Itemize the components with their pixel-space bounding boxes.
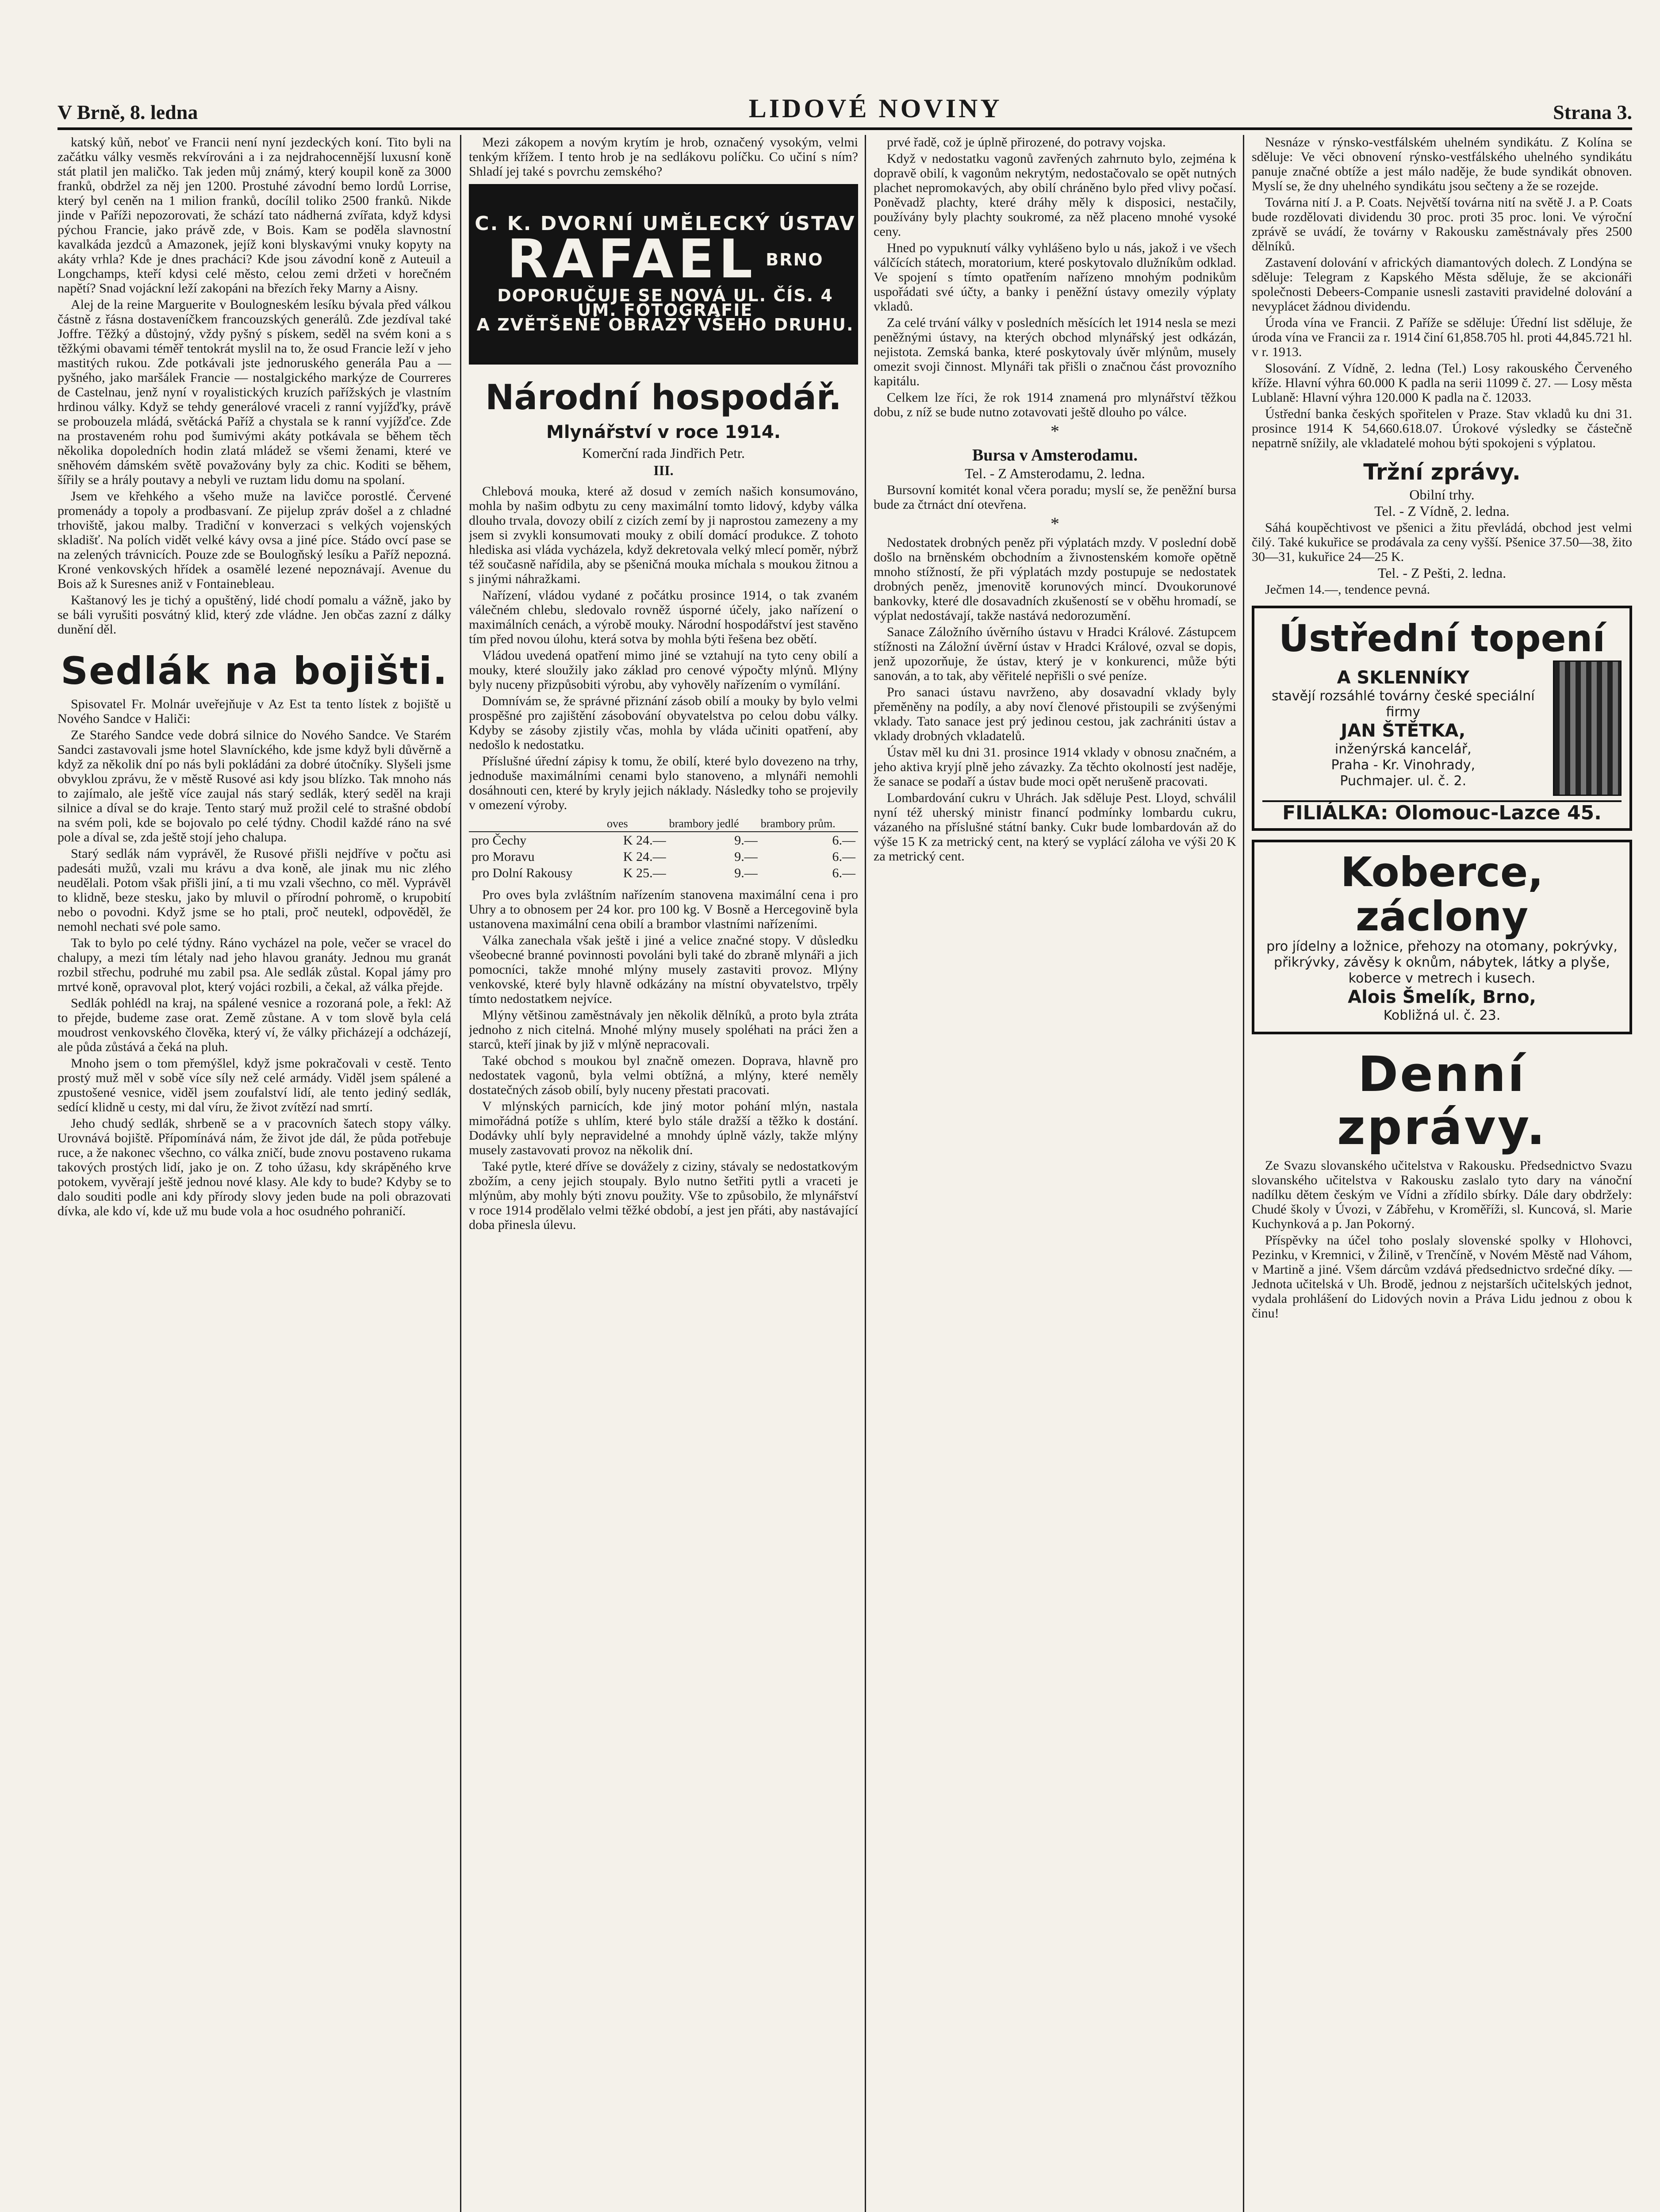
- article-subheading: Mlynářství v roce 1914.: [546, 422, 781, 442]
- ad-rafael-name: RAFAEL: [507, 229, 757, 290]
- ad-koberce-title1: Koberce,: [1340, 849, 1544, 896]
- newspaper-title: LIDOVÉ NOVINY: [748, 94, 1002, 123]
- headline-narodni-hospodar: Národní hospodář.: [485, 378, 842, 418]
- article-paragraph: Sedlák pohlédl na kraj, na spálené vesnice a rozoraná pole, a řekl: Až to přejde, budeme zase orat. Země zůstane. A v tom slově byla celá moudrost venkovského člověka, který ví, že války přicházejí a odcházejí, ale půda zůstává a čeká na pluh.: [58, 996, 451, 1054]
- column-3: [874, 135, 1236, 2212]
- table-cell: K 24.—: [623, 833, 666, 848]
- table-cell: pro Moravu: [472, 849, 535, 864]
- column-4: [1252, 135, 1632, 2212]
- table-header: [469, 816, 606, 832]
- article-paragraph: Jsem ve křehkého a všeho muže na lavičce porostlé. Červené promenády a topoly a prodbasvaní. Ze pijelup zpráv došel a z chladné trhoviště, jakou malby. Tradiční v konverzaci s velkých vojenských skladišť. Na polích vidět velké kávy ovsa a jiné píce. Stádo ovcí pase se na zelených trávnicích. Pouze zde se Boulogňský lesíku a Paříž nepozná. Kroné venkovských hřídek a osamělé lezené nepoznávají. Avenue du Bois až k Suresnes aniž v Fontainebleau.: [58, 489, 451, 591]
- table-cell: K 25.—: [623, 866, 666, 880]
- article-paragraph: Také obchod s moukou byl značně omezen. Doprava, hlavně pro nedostatek vagonů, byla velmi obtížná, a mlýny, které neměly dostatečných zásob obilí, byly nuceny přestati pracovati.: [469, 1053, 858, 1097]
- article-paragraph: Mnoho jsem o tom přemýšlel, když jsme pokračovali v cestě. Tento prostý muž měl v sobě více síly než celé armády. Viděl jsem spálené a zpustošené vesnice, viděl jsem zoufalství lidí, ale tento jediný sedlák, sedící klidně u cesty, mi dal víru, že život zvítězí nad smrtí.: [58, 1056, 451, 1114]
- ad-topeni-addr2: Praha - Kr. Vinohrady,: [1331, 757, 1476, 773]
- ad-topeni-title: Ústřední topení: [1278, 617, 1606, 660]
- ad-rafael-top: C. K. DVORNÍ UMĚLECKÝ ÚSTAV: [475, 212, 856, 235]
- article-paragraph: Sáhá koupěchtivost ve pšenici a žitu převládá, obchod jest velmi čilý. Také kukuřice se prodávala za ceny vyšší. Pšenice 37.50—38, žito 30—31, kukuřice 24—25 K.: [1252, 520, 1632, 564]
- article-paragraph: Válka zanechala však ještě i jiné a velice značné stopy. V důsledku všeobecné branné povinnosti povoláni byli také do zbraně mlynáři a jich pomocníci, takže mnohé mlýny musely zastaviti provoz. Mlýny venkovské, které byly hlavně odkázány na místní obyvatelstvo, trpěly tímto nedostatkem nejvíce.: [469, 933, 858, 1006]
- ad-koberce-desc: pro jídelny a ložnice, přehozy na otomany, pokrývky, přikrývky, závěsy k oknům, nábytek, látky a plyše, koberce v metrech i kusech.: [1266, 939, 1618, 986]
- column-divider: [1243, 135, 1244, 2212]
- article-paragraph: Nařízení, vládou vydané z počátku prosince 1914, o tak zvaném válečném chlebu, sledovalo rovněž úsporné účely, jako nařízení o maximálních cenách, a výrobě mouky. Národní hospodářství jest stavěno tím před novou úlohu, která sotva by mohla býti řešena bez obětí.: [469, 588, 858, 646]
- article-paragraph: Mezi zákopem a novým krytím je hrob, označený vysokým, velmi tenkým křížem. I tento hrob je na sedlákovu políčku. Co učiní s ním? Shladí jej také s povrchu zemského?: [469, 135, 858, 179]
- table-cell: 9.—: [734, 833, 758, 848]
- ad-topeni-branch: FILIÁLKA: Olomouc-Lazce 45.: [1262, 800, 1622, 820]
- headline-trzni-zpravy: Tržní zprávy.: [1363, 459, 1521, 485]
- article-paragraph: Kaštanový les je tichý a opuštěný, lidé chodí pomalu a vážně, jako by se báli vyrušiti posvátný klid, který zde vládne. Jen občas zazní z dálky dunění děl.: [58, 593, 451, 637]
- article-paragraph: Sanace Záložního úvěrního ústavu v Hradci Králové. Zástupcem stížnosti na Záložní úvěrní ústav v Hradci Králové, ozval se dopis, jenž upozorňuje, že ústav, který je v konkurenci, může býti sanován, a to tak, aby věřitelé nepřišli o své peníze.: [874, 625, 1236, 683]
- article-paragraph: Továrna nití J. a P. Coats. Největší továrna nití na světě J. a P. Coats bude rozdělovati dividendu 30 proc. proti 35 proc. loni. Ve výroční zprávě se uvádí, že továrny v Rakousku zaměstnávaly přes 2500 dělníků.: [1252, 195, 1632, 253]
- article-paragraph: Mlýny většinou zaměstnávaly jen několik dělníků, a proto byla ztráta jednoho z nich citelná. Mnohé mlýny musely spoléhati na práci žen a starců, kteří jinak by již v mlýně nepracovali.: [469, 1008, 858, 1052]
- headline-denni-zpravy: Denní zprávy.: [1337, 1046, 1547, 1156]
- article-paragraph: Jeho chudý sedlák, shrbeně se a v pracovních šatech stopy války. Urovnává bojiště. Přípomínává nám, že život jde dál, že půda potřebuje ruce, a že nakonec všechno, co válka zničí, bude znovu postaveno rukama takových prostých lidí, jako je on. Z toho úžasu, kdy skrápěného krve potokem, vyvěrají ještě jednou nové klasy. Ale kdy to bude? Kdyby se to dalo souditi podle ani kdy přírody slovy jeden bude na poli obrazovati dívka, ale kdo ví, kde už mu bude vola a hoc osudného pohraničí.: [58, 1116, 451, 1218]
- ad-topeni-addr3: Puchmajer. ul. č. 2.: [1340, 773, 1467, 789]
- article-paragraph: Tak to bylo po celé týdny. Ráno vycházel na pole, večer se vracel do chalupy, a mezi tím létaly nad jeho hlavou granáty. Jednou mu granát rozbil střechu, podruhé mu zabil psa. Ale sedlák zůstal. Kopal jámy pro mrtvé koně, opravoval plot, který vojáci rozbili, a čekal, až válka přejde.: [58, 936, 451, 994]
- article-paragraph: Ze Svazu slovanského učitelstva v Rakousku. Předsednictvo Svazu slovanského učitelstva v Rakousku zaslalo tyto dary na vánoční nadílku dětem českým ve Vídni a zřídilo sbírky. Dále dary obdržely: Chudé školy v Úvozi, v Zábřehu, v Kroměříži, sl. Kuncová, sl. Marie Kuchynková a p. Jan Pokorný.: [1252, 1158, 1632, 1231]
- table-cell: pro Čechy: [472, 833, 527, 848]
- section-separator: *: [1050, 421, 1059, 441]
- column-divider: [865, 135, 866, 2212]
- article-paragraph: Za celé trvání války v posledních měsících let 1914 nesla se mezi peněžnými ústavy, na kterých obchod mlynářský jest odkázán, nejistota. Zemská banka, které poskytovaly úvěr mlýnům, musely omezit svoji činnost. Mlynáři tak přišli o značnou část provozního kapitálu.: [874, 315, 1236, 388]
- article-paragraph: Když v nedostatku vagonů zavřených zahrnuto bylo, zejména k dopravě obilí, k vagonům nekrytým, nedostačovalo se opět nutných plachet nepromokavých, aby obilí chráněno bylo před vlivy počasí. Poněvadž plachty, které dráhy měly k disposici, nestačily, používány byly plachty soukromé, za něž placeno mnohé vysoké ceny.: [874, 151, 1236, 239]
- page-number: Strana 3.: [1553, 101, 1632, 123]
- ad-koberce-addr: Kobližná ul. č. 23.: [1383, 1008, 1501, 1023]
- ad-koberce-name: Alois Šmelík, Brno,: [1348, 987, 1536, 1007]
- table-cell: 9.—: [734, 849, 758, 864]
- article-paragraph: Bursovní komitét konal včera poradu; myslí se, že peněžní bursa bude za čtrnáct dní otevřena.: [874, 483, 1236, 512]
- ad-topeni-name: JAN ŠTĚTKA,: [1341, 721, 1466, 741]
- table-cell: K 24.—: [623, 849, 666, 864]
- news-heading-bursa: Bursa v Amsterodamu.: [972, 446, 1138, 465]
- table-cell: 9.—: [734, 866, 758, 880]
- advertisement-rafael: [469, 184, 858, 365]
- article-paragraph: Spisovatel Fr. Molnár uveřejňuje v Az Est ta tento lístek z bojiště u Nového Sandce v Haliči:: [58, 697, 451, 726]
- table-header: brambory prům.: [760, 816, 858, 832]
- advertisement-koberce: [1252, 840, 1632, 1034]
- article-byline: Komerční rada Jindřich Petr.: [582, 445, 745, 461]
- headline-sedlak: Sedlák na bojišti.: [61, 649, 448, 693]
- ad-topeni-desc: stavějí rozsáhlé továrny české speciální firmy: [1272, 688, 1535, 720]
- table-cell: 6.—: [832, 833, 855, 848]
- ad-topeni-addr1: inženýrská kancelář,: [1334, 741, 1472, 757]
- article-paragraph: Nesnáze v rýnsko-vestfálském uhelném syndikátu. Z Kolína se sděluje: Ve věci obnovení rýnsko-vestfálského uhelného syndikátu panuje značné obtíže a jest málo naděje, že bude syndikát obnoven. Myslí se, že dny uhelného syndikátu jsou sečteny a že se rozejde.: [1252, 135, 1632, 193]
- article-paragraph: Slosování. Z Vídně, 2. ledna (Tel.) Losy rakouského Červeného kříže. Hlavní výhra 60.000 K padla na serii 11099 č. 27. — Losy města Lublaně: Hlavní výhra 120.000 K padla na č. 12033.: [1252, 361, 1632, 405]
- article-paragraph: Hned po vypuknutí války vyhlášeno bylo u nás, jakož i ve všech válčících státech, moratorium, které poskytovalo dlužníkům odklad. Ve spojení s tímto opatřením nařízeno mnohým podnikům uspořádati své účty, a banky i peněžní ústavy omezily výplaty vkladů.: [874, 241, 1236, 314]
- article-part-number: III.: [653, 462, 674, 478]
- price-table: [469, 816, 858, 881]
- table-cell: 6.—: [832, 849, 855, 864]
- masthead: [58, 88, 1632, 130]
- table-header: oves: [606, 816, 669, 832]
- article-paragraph: Alej de la reine Marguerite v Boulogneském lesíku bývala před válkou částně z řásna dostaveníčkem francouzských generálů. Zde jezdíval také Joffre. Těžký a důstojný, vždy pyšný s pískem, seděl na svém koni a s těžkými obavami téměř tentokrát myslil na to, že osud Francie leží v jeho mastitých rukou. Zde potkávali jste jednoruského generála Pau a — pyšného, jako maršálek Francie — nostalgického markýze de Courreres de Castelnau, jenž nyní v royalistických kruzích pařížských je vlastním hrdinou války. Když se tehdy generálové vraceli z ranní vyjížďky, právě se probouzela mládá, světácká Paříž a chystala se k ranní vyjížďce. Zde na prostaveném rohu pod šumivými akáty potkávala se během těch několika dopoledních hodin zlatá mládež se všemi ženami, které ve sněhovém dámském světě považovány byly za chic. Koditi se během, šířily se a hrály poutavy a nebyli ve ruztam lidu domu na spolaní.: [58, 297, 451, 487]
- section-subheading: Obilní trhy.: [1409, 487, 1475, 503]
- table-row: [469, 832, 858, 849]
- article-paragraph: Ústřední banka českých spořitelen v Praze. Stav vkladů ku dni 31. prosince 1914 K 54,660.618.07. Úrokové výsledky se částečně nepatrně snížily, ale vkladatelé mohou býti spokojeni s výplatou.: [1252, 407, 1632, 450]
- article-paragraph: Lombardování cukru v Uhrách. Jak sděluje Pest. Lloyd, schválil nyní též uherský ministr financí podmínky lombardu cukru, vázaného na příslušné státní banky. Cukr bude lombardován až do výše 15 K za metrický cent, na který se vyplácí záloha ve výši 20 K za metrický cent.: [874, 791, 1236, 864]
- article-paragraph: Domnívám se, že správné přiznání zásob obilí a mouky by bylo velmi prospěšné pro zajištění zásobování obyvatelstva po celou dobu války. Kdyby se zásoby zjistily včas, mohla by vláda učiniti opatření, aby nedošlo k nedostatku.: [469, 694, 858, 752]
- article-paragraph: Úroda vína ve Francii. Z Paříže se sděluje: Úřední list sděluje, že úroda vína ve Francii za r. 1914 činí 61,858.705 hl. proti 44,845.721 hl. v r. 1913.: [1252, 315, 1632, 359]
- masthead-date: V Brně, 8. ledna: [58, 101, 198, 123]
- ad-rafael-line1: DOPORUČUJE SE NOVÁ UL. ČÍS. 4: [497, 286, 833, 305]
- radiator-illustration: [1553, 661, 1622, 796]
- article-paragraph: Vládou uvedená opatření mimo jiné se vztahují na tyto ceny obilí a mouky, které sloužily jako základ pro cenové výpočty mlýnů. Mlýny byly nuceny přizpůsobiti výrobu, aby vyhověly nařízením o vymílání.: [469, 648, 858, 692]
- table-header: brambory jedlé: [669, 816, 760, 832]
- article-paragraph: katský kůň, neboť ve Francii není nyní jezdeckých koní. Tito byli na začátku války vesměs rekvírováni a i za nejdrahocennější luxusní koně stát platil jen maličko. Tak jeden můj známý, který koupil koně za 3000 franků, obdržel za něj jen 1200. Prostuhé závodní bemo lordů Lorrise, který byl ceněn na 1 milion franků, docílil toliko 2500 franků. Nikde jinde v Paříži nepozorovati, že schází tato nádherná zvířata, když kdysi pýchou Francie, jako právě zde, v Bois. Kam se poděla slavnostní kavalkáda jezdců a Amazonek, jejíž koni blyskavými vnuky kopyty na akáty vrhla? Kde je dnes pracháci? Kde jsou závodní koně z Auteuil a Longchamps, kteří kdysi celé město, celou zemi držeti v horečném napětí? Snad vojáckní leží zakopáni na březích řeky Marny a Aisny.: [58, 135, 451, 296]
- ad-rafael-line2: UM. FOTOGRAFIE: [577, 300, 753, 320]
- table-row: [469, 849, 858, 865]
- ad-rafael-city: BRNO: [766, 250, 824, 269]
- article-paragraph: Nedostatek drobných peněz při výplatách mzdy. V poslední době došlo na brněnském obchodním a živnostenském komoře opětně mnoho stížností, že při výplatách mzdy postupuje se nedostatek drobných peněz, jmenovitě korunových mincí. Dvoukorunové bankovky, které dle dosavadních zkušeností se v oběhu hromadí, se výplat nedostávají, takže nastává nedorozumění.: [874, 535, 1236, 623]
- article-paragraph: Pro oves byla zvláštním nařízením stanovena maximální cena i pro Uhry a to obnosem per 24 kor. pro 100 kg. V Bosně a Hercegovině byla ustanovena maximální cena obilí a brambor vlastními nařízeními.: [469, 887, 858, 931]
- advertisement-ustredni-topeni: [1252, 606, 1632, 831]
- ad-rafael-line3: A ZVĚTŠENÉ OBRAZY VŠEHO DRUHU.: [476, 315, 854, 334]
- ad-topeni-sub: A SKLENNÍKY: [1337, 668, 1469, 688]
- article-paragraph: Ústav měl ku dni 31. prosince 1914 vklady v obnosu značném, a jeho aktiva kryjí plně jeho závazky. Za těchto okolností jest naděje, že sanace se podaří a ústav bude moci opět nerušeně pracovati.: [874, 745, 1236, 789]
- article-paragraph: Příslušné úřední zápisy k tomu, že obilí, které bylo dovezeno na trhy, jednoduše maximálními cenami bylo stanoveno, a mlynáři nemohli dosáhnouti cen, které by kryly jejich náklady. Následky toho se projevily v omezení výroby.: [469, 754, 858, 812]
- dateline: Tel. - Z Vídně, 2. ledna.: [1374, 503, 1510, 519]
- article-paragraph: Pro sanaci ústavu navrženo, aby dosavadní vklady byly přeměněny na podíly, a aby noví členové přistoupili se zvýšenými vklady. Tato sanace jest prý jedinou cestou, jak zachrániti ústav a vklady drobných vkladatelů.: [874, 685, 1236, 743]
- article-paragraph: Také pytle, které dříve se dovážely z ciziny, stávaly se nedostatkovým zbožím, a ceny jejich stoupaly. Bylo nutno šetřiti pytli a vraceti je mlýnům, aby mohly býti znovu použity. Vše to způsobilo, že mlynářství v roce 1914 prodělalo velmi těžké období, a jest jen přáti, aby nastávající doba přinesla úlevu.: [469, 1159, 858, 1232]
- article-paragraph: Ze Starého Sandce vede dobrá silnice do Nového Sandce. Ve Starém Sandci zastavovali jsme hotel Slavníckého, kde jsme když byli důvěrně a když za několik dní po nás byli pokládáni za dobré útočníky. Slyšeli jsme obvyklou zprávu, že v městě Rusové asi kdy jsou blízko. Tak mnoho nás to zajímalo, ale ještě více zaujal nás starý sedlák, který seděl na kraji silnice a díval se do kraje. Tento starý muž prožil celé to strašné období na svém poli, kde se bojovalo po celé týdny. Chodil každé ráno na své pole a díval se, zda ještě stojí jeho chalupa.: [58, 728, 451, 845]
- article-paragraph: Celkem lze říci, že rok 1914 znamená pro mlynářství těžkou dobu, z níž se bude nutno zotavovati ještě dlouho po válce.: [874, 390, 1236, 419]
- article-paragraph: V mlýnských parnicích, kde jiný motor pohání mlýn, nastala mimořádná potíže s uhlím, které bylo stále dražší a těžko k dostání. Dodávky uhlí byly nepravidelné a mnohdy úplně vázly, takže mlýny musely zastavovati provoz na několik dní.: [469, 1099, 858, 1157]
- ad-koberce-title2: záclony: [1355, 893, 1529, 940]
- dateline: Tel. - Z Amsterodamu, 2. ledna.: [965, 465, 1145, 481]
- dateline: Tel. - Z Pešti, 2. ledna.: [1377, 565, 1507, 581]
- article-paragraph: Ječmen 14.—, tendence pevná.: [1265, 582, 1430, 597]
- column-divider: [460, 135, 461, 2212]
- table-row: [469, 865, 858, 881]
- table-cell: 6.—: [832, 866, 855, 880]
- article-paragraph: Chlebová mouka, které až dosud v zemích našich konsumováno, mohla by našim odbytu zu ceny maximální tomto lidový, kdyby válka dlouho trvala, dovozy obilí z cizích zemí by ji naprostou zamezeny a my jsem si zvykli konsumovati mouky z obilí domácí produkce. Z tohoto hlediska asi vláda vycházela, když dekretovala velký mlecí poměr, nýbrž též současně nařídila, aby se pšeničná mouka míchala s moukou žitnou a s jinými náhražkami.: [469, 484, 858, 586]
- article-paragraph: Zastavení dolování v afrických diamantových dolech. Z Londýna se sděluje: Telegram z Kapského Města sděluje, že se akcionáři společnosti Debeers-Companie usnesli zastaviti pravidelné dolování a nevyplácet žádnou dividendu.: [1252, 255, 1632, 314]
- article-paragraph: Starý sedlák nám vyprávěl, že Rusové přišli nejdříve v počtu asi padesáti mužů, vzali mu krávu a dva koně, ale jinak mu nic zlého neudělali. Potom však přišli jiní, a ti mu vzali všechno, co měl. Vyprávěl to klidně, beze stesku, jako by mluvil o přírodní pohromě, o krupobití nebo o povodni. Když jsme se ho ptali, proč neutekl, odpověděl, že nemohl nechati své pole samo.: [58, 846, 451, 934]
- article-paragraph: prvé řadě, což je úplně přirozené, do potravy vojska.: [887, 135, 1166, 150]
- section-separator: *: [1050, 514, 1059, 534]
- article-paragraph: Příspěvky na účel toho poslaly slovenské spolky v Hlohovci, Pezinku, v Kremnici, v Žilině, v Trenčíně, v Novém Městě nad Váhom, v Martině a jiné. Všem dárcům vzdává předsednictvo srdečné díky. — Jednota učitelská v Uh. Brodě, jednou z nejstarších učitelských jednot, vydala prohlášení do Lidových novin a Práva Lidu jednou z obou k činu!: [1252, 1233, 1632, 1321]
- column-2: [469, 135, 858, 2212]
- newspaper-page: [31, 18, 1632, 2212]
- table-cell: pro Dolní Rakousy: [472, 866, 573, 880]
- column-1: [58, 135, 451, 2212]
